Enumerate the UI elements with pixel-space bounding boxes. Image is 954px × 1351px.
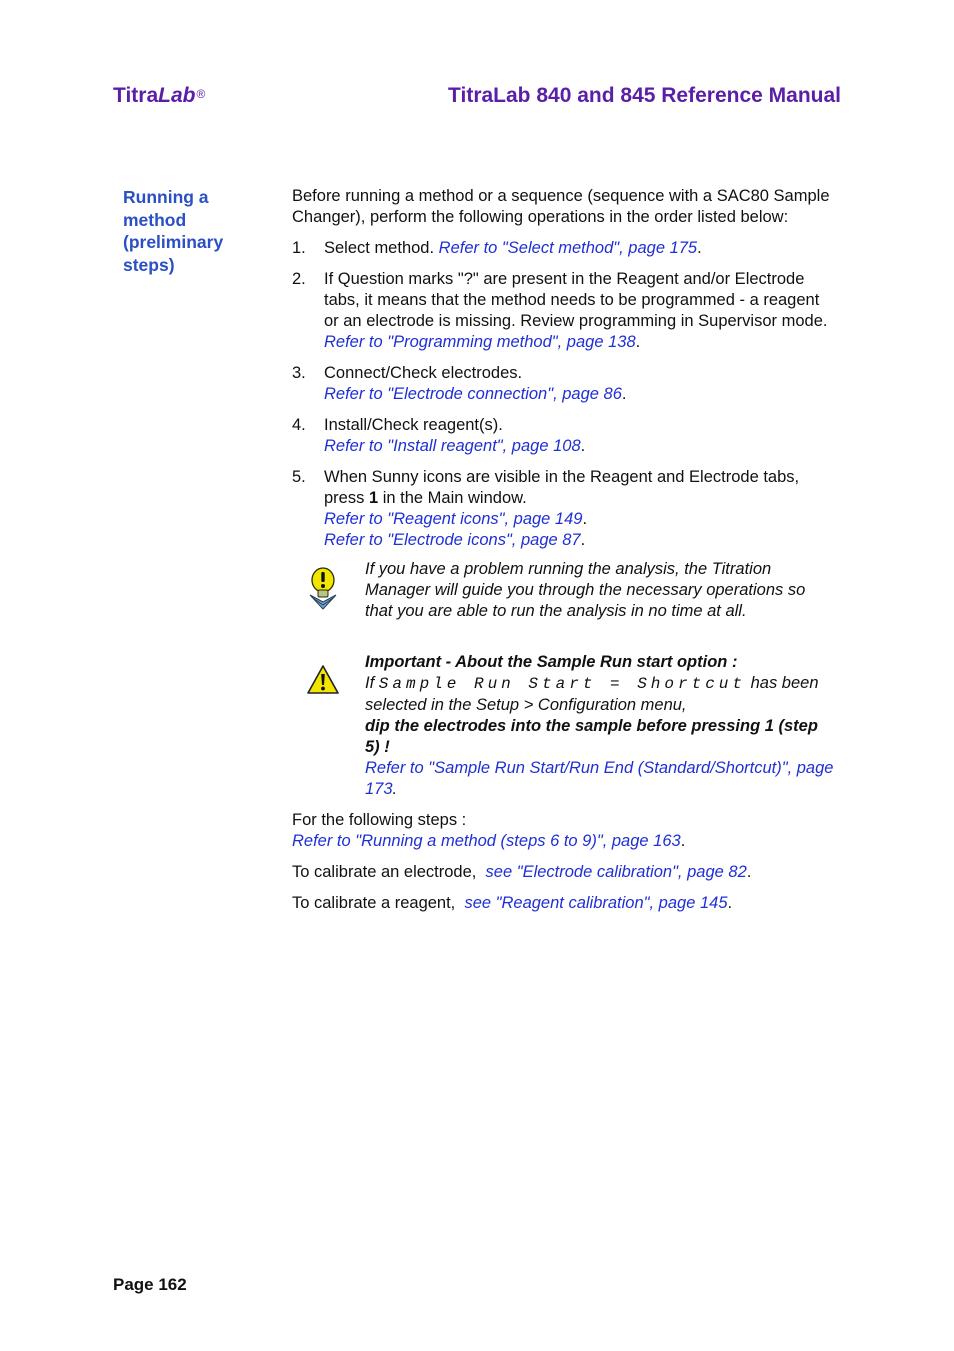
manual-title: TitraLab 840 and 845 Reference Manual — [448, 84, 841, 107]
step-text: Install/Check reagent(s). — [324, 416, 503, 434]
punct: . — [621, 385, 627, 403]
step-text: When Sunny icons are visible in the Reagent and Electrode tabs, press — [324, 468, 800, 507]
punct: . — [582, 510, 588, 528]
step-link[interactable]: Refer to "Install reagent", page 108 — [324, 437, 581, 455]
calibrate-reagent-text: To calibrate a reagent, — [292, 894, 465, 912]
key-label: 1 — [368, 489, 379, 507]
calibrate-reagent-link[interactable]: see "Reagent calibration", page 145 — [464, 894, 728, 912]
brand-mark: ® — [196, 87, 206, 101]
brand-suffix: Lab — [158, 84, 196, 107]
warning-if: If — [365, 674, 379, 692]
step-text: in the Main window. — [378, 489, 527, 507]
step-link[interactable]: Refer to "Select method", page 175 — [438, 239, 698, 257]
punct: . — [697, 239, 702, 257]
step-number: 5. — [292, 468, 306, 486]
section-heading: Running a method (preliminary steps) — [123, 187, 224, 275]
step-number: 2. — [292, 270, 306, 288]
punct: . — [635, 333, 641, 351]
calibrate-reagent — [292, 893, 837, 914]
step-item — [292, 415, 837, 457]
brand-prefix: Titra — [113, 84, 159, 107]
warning-title: Important - About the Sample Run start option : — [365, 653, 738, 671]
step-link[interactable]: Refer to "Reagent icons", page 149 — [324, 510, 583, 528]
config-code: Sample Run Start = Shortcut — [378, 675, 747, 693]
main-content — [292, 186, 837, 914]
calibrate-electrode-link[interactable]: see "Electrode calibration", page 82 — [485, 863, 747, 881]
lightbulb-tip-icon — [306, 565, 340, 617]
step-text: Select method. — [324, 239, 439, 257]
step-item — [292, 467, 837, 551]
punct: . — [580, 437, 586, 455]
step-link[interactable]: Refer to "Electrode connection", page 86 — [324, 385, 622, 403]
following-text: For the following steps : — [292, 811, 467, 829]
step-item — [292, 269, 837, 353]
punct: . — [392, 780, 398, 798]
punct: . — [746, 863, 752, 881]
step-number: 3. — [292, 364, 306, 382]
step-number: 1. — [292, 239, 306, 257]
step-item — [292, 363, 837, 405]
warning-note — [292, 652, 837, 800]
following-steps — [292, 810, 837, 852]
step-text: If Question marks "?" are present in the Reagent and/or Electrode tabs, it means that the method needs to be programmed - a reagent or an electrode is missing. Review programming in Supervisor mode. — [324, 270, 828, 330]
step-link[interactable]: Refer to "Electrode icons", page 87 — [324, 531, 581, 549]
brand-logo — [113, 82, 205, 110]
warning-text: has been selected in the Setup > Configuration menu, — [365, 674, 819, 714]
page-number: Page 162 — [113, 1275, 187, 1294]
step-item — [292, 238, 837, 259]
warning-triangle-icon — [306, 664, 340, 702]
tip-text: If you have a problem running the analysis, the Titration Manager will guide you through the necessary operations so that you are able to run the analysis in no time at all. — [365, 560, 806, 620]
step-text: Connect/Check electrodes. — [324, 364, 523, 382]
calibrate-electrode-text: To calibrate an electrode, — [292, 863, 486, 881]
tip-note — [292, 559, 837, 622]
punct: . — [580, 531, 586, 549]
steps-list — [292, 238, 837, 551]
punct: . — [680, 832, 686, 850]
warning-emphasis: dip the electrodes into the sample before pressing 1 (step 5) ! — [365, 717, 818, 756]
intro-paragraph: Before running a method or a sequence (sequence with a SAC80 Sample Changer), perform the following operations in the order listed below: — [292, 187, 830, 226]
step-number: 4. — [292, 416, 306, 434]
calibrate-electrode — [292, 862, 837, 883]
warning-link[interactable]: Refer to "Sample Run Start/Run End (Standard/Shortcut)", page 173 — [365, 759, 834, 798]
step-link[interactable]: Refer to "Programming method", page 138 — [324, 333, 636, 351]
following-link[interactable]: Refer to "Running a method (steps 6 to 9)", page 163 — [292, 832, 681, 850]
punct: . — [727, 894, 733, 912]
